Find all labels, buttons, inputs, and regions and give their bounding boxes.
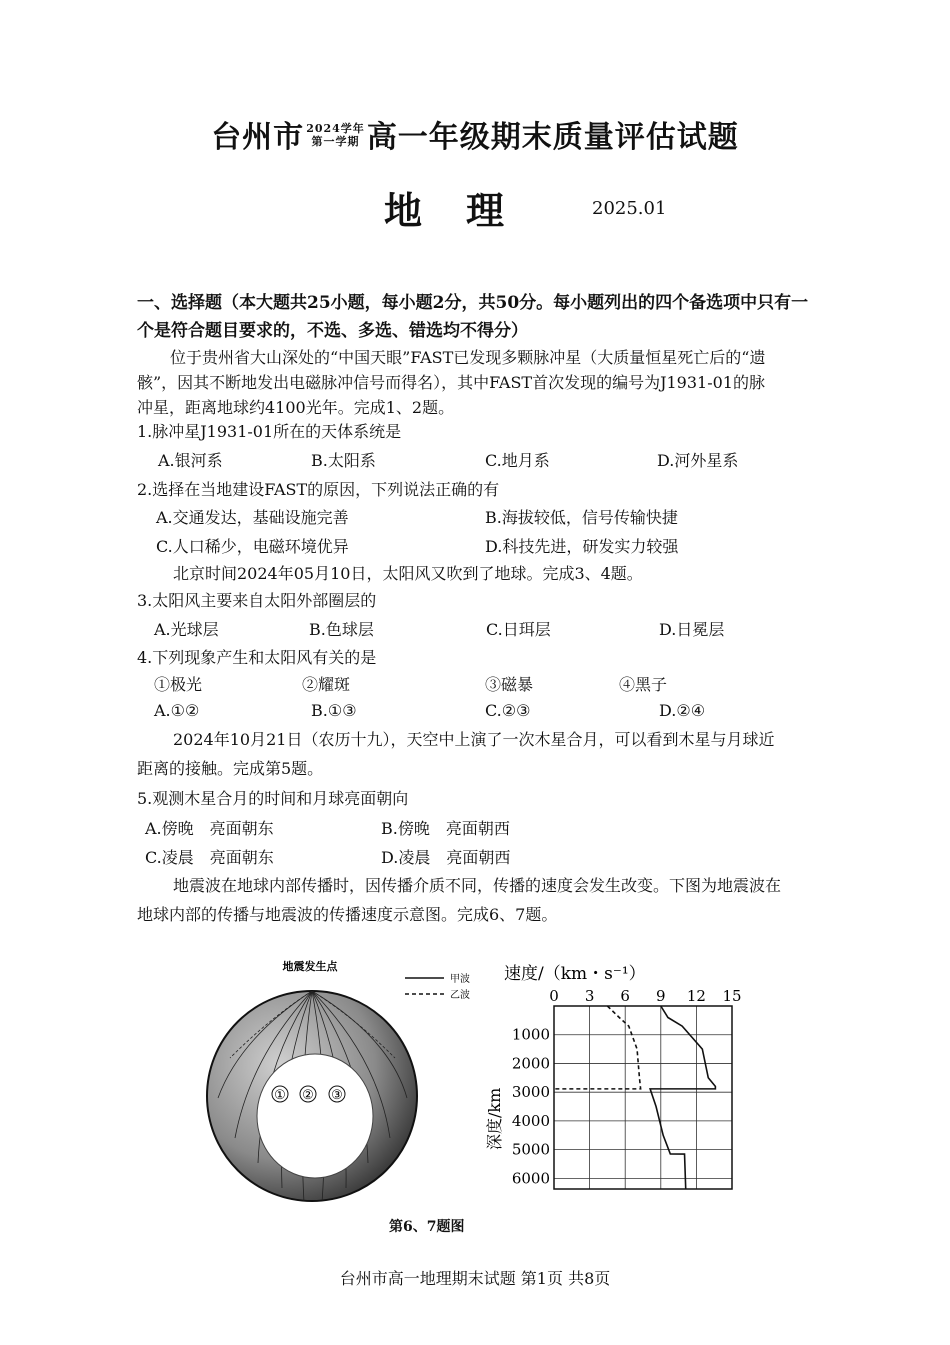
x-tick-label: 0 — [549, 987, 559, 1005]
x-tick-label: 15 — [722, 987, 742, 1005]
passage4-line2: 地球内部的传播与地震波的传播速度示意图。完成6、7题。 — [137, 905, 558, 924]
q3-option-a: A.光球层 — [154, 620, 219, 639]
title-rest: 高一年级期末质量评估试题 — [366, 120, 739, 155]
title-year-top: 2024学年 — [306, 122, 365, 135]
q5-option-b: B.傍晚 亮面朝西 — [381, 819, 510, 838]
q4-option-c: C.②③ — [485, 701, 531, 720]
q2-option-c: C.人口稀少，电磁环境优异 — [156, 537, 349, 556]
series-line-甲波 — [650, 1006, 715, 1189]
passage1-line1: 位于贵州省大山深处的“中国天眼”FAST已发现多颗脉冲星（大质量恒星死亡后的“遗 — [170, 348, 766, 367]
page-footer: 台州市高一地理期末试题 第1页 共8页 — [339, 1269, 611, 1288]
y-tick-label: 4000 — [511, 1111, 550, 1130]
y-tick-label: 2000 — [511, 1054, 550, 1073]
q1-stem: 1.脉冲星J1931-01所在的天体系统是 — [137, 422, 402, 441]
y-axis-label: 深度/km — [485, 1087, 504, 1150]
section-heading-line1: 一、选择题（本大题共25小题，每小题2分，共50分。每小题列出的四个备选项中只有一 — [137, 293, 809, 313]
passage3-line1: 2024年10月21日（农历十九），天空中上演了一次木星合月，可以看到木星与月球近 — [173, 730, 775, 749]
q2-option-d: D.科技先进，研发实力较强 — [485, 537, 679, 556]
q3-stem: 3.太阳风主要来自太阳外部圈层的 — [137, 591, 377, 610]
q1-option-c: C.地月系 — [485, 451, 550, 470]
section-heading-line2: 个是符合题目要求的，不选、多选、错选均不得分） — [137, 321, 528, 341]
q2-option-b: B.海拔较低，信号传输快捷 — [485, 508, 678, 527]
marker-2: ② — [302, 1088, 314, 1103]
passage4-line1: 地震波在地球内部传播时，因传播介质不同，传播的速度会发生改变。下图为地震波在 — [173, 876, 782, 895]
title-year-bottom: 第一学期 — [311, 135, 360, 148]
q4-item-3: ③磁暴 — [485, 675, 534, 694]
q5-option-a: A.傍晚 亮面朝东 — [145, 819, 274, 838]
q3-option-c: C.日珥层 — [486, 620, 551, 639]
chart-title: 速度/（km・s⁻¹） — [504, 964, 646, 984]
passage3-line2: 距离的接触。完成第5题。 — [137, 759, 324, 778]
q4-stem: 4.下列现象产生和太阳风有关的是 — [137, 648, 377, 667]
q2-option-a: A.交通发达，基础设施完善 — [156, 508, 349, 527]
x-tick-label: 3 — [584, 987, 595, 1005]
exam-date: 2025.01 — [592, 198, 667, 219]
epicenter-label: 地震发生点 — [282, 960, 338, 973]
velocity-depth-chart — [484, 955, 754, 1200]
title-year-stack — [306, 122, 365, 148]
q4-option-b: B.①③ — [311, 701, 357, 720]
passage1-line3: 冲星，距离地球约4100光年。完成1、2题。 — [137, 398, 455, 417]
x-tick-label: 6 — [620, 987, 630, 1005]
q4-item-2: ②耀斑 — [302, 675, 351, 694]
figure-caption: 第6、7题图 — [389, 1219, 465, 1235]
core-region — [257, 1054, 373, 1178]
q5-stem: 5.观测木星合月的时间和月球亮面朝向 — [137, 789, 409, 808]
y-tick-label: 6000 — [511, 1169, 550, 1188]
q4-option-a: A.①② — [154, 701, 200, 720]
y-tick-label: 5000 — [511, 1140, 550, 1159]
subject-title: 地理 — [384, 188, 549, 233]
legend-dashed-label: 乙波 — [450, 990, 470, 1001]
x-tick-label: 12 — [686, 987, 706, 1005]
q4-item-4: ④黑子 — [619, 675, 668, 694]
title-city: 台州市 — [211, 120, 305, 155]
marker-3: ③ — [331, 1088, 343, 1103]
chart-frame — [554, 1006, 732, 1189]
q3-option-b: B.色球层 — [309, 620, 374, 639]
marker-1: ① — [274, 1088, 286, 1103]
q1-option-b: B.太阳系 — [311, 451, 376, 470]
series-line-乙波 — [554, 1006, 641, 1089]
exam-title — [0, 112, 950, 156]
passage2-line1: 北京时间2024年05月10日，太阳风又吹到了地球。完成3、4题。 — [173, 564, 643, 583]
q5-option-c: C.凌晨 亮面朝东 — [145, 848, 274, 867]
y-tick-label: 1000 — [511, 1025, 550, 1044]
q5-option-d: D.凌晨 亮面朝西 — [381, 848, 511, 867]
y-tick-label: 3000 — [511, 1083, 550, 1102]
q4-item-1: ①极光 — [154, 675, 203, 694]
q1-option-d: D.河外星系 — [657, 451, 739, 470]
q2-stem: 2.选择在当地建设FAST的原因，下列说法正确的有 — [137, 480, 500, 499]
earth-cross-section-figure — [200, 948, 490, 1210]
q1-option-a: A.银河系 — [158, 451, 223, 470]
x-tick-label: 9 — [656, 987, 666, 1005]
legend-solid-label: 甲波 — [450, 974, 470, 985]
q3-option-d: D.日冕层 — [659, 620, 725, 639]
passage1-line2: 骸”，因其不断地发出电磁脉冲信号而得名），其中FAST首次发现的编号为J1931-01的脉 — [137, 373, 765, 392]
q4-option-d: D.②④ — [659, 701, 706, 720]
